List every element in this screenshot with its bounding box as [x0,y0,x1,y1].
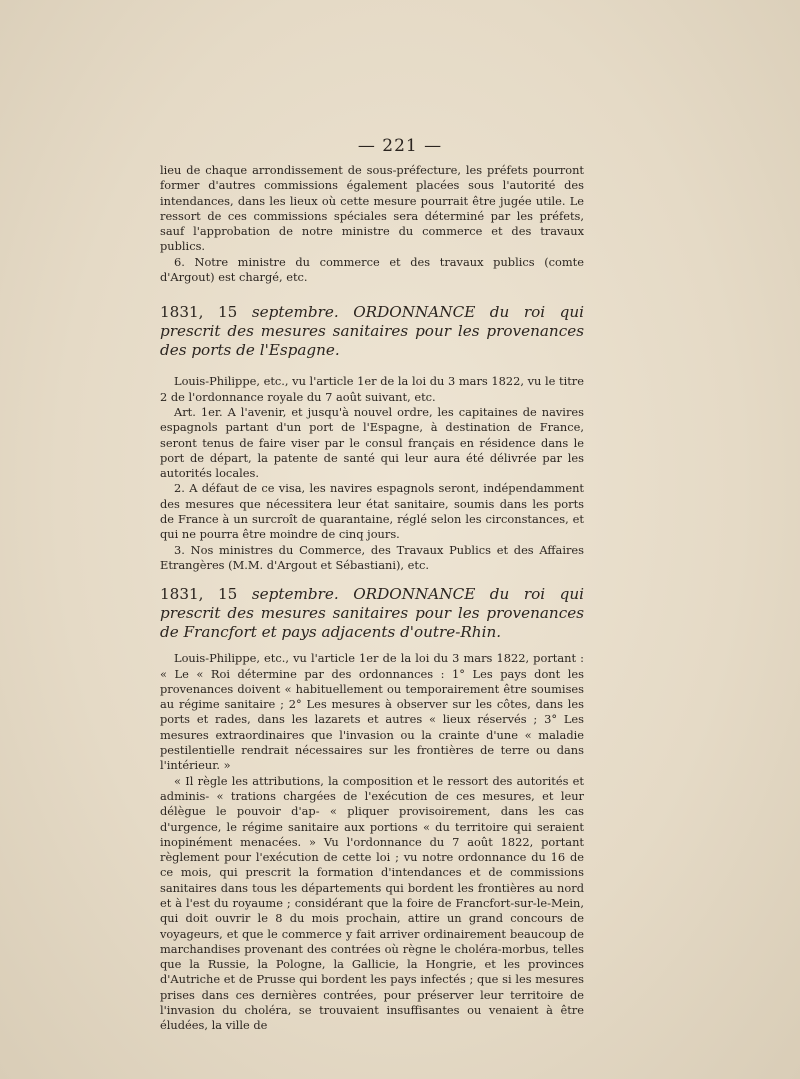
preamble-paragraph: Louis-Philippe, etc., vu l'article 1er de la loi du 3 mars 1822, vu le titre 2 de l'ordonnance royale du 7 août suivant, etc. [160,374,584,404]
section-heading-francfort [160,585,584,642]
section-title: septembre. ORDONNANCE du roi qui prescrit des mesures sanitaires pour les provenances de Francfort et pays adjacents d'outre-Rhin. [160,585,584,642]
article-1: Art. 1er. A l'avenir, et jusqu'à nouvel ordre, les capitaines de navires espagnols partant d'un port de l'Espagne, à destination de France, seront tenus de faire viser par le consul français en résidence dans le port de départ, la patente de santé qui leur aura été délivrée par les autorités locales. [160,404,584,481]
text-column [160,163,584,1034]
body-paragraph: « Il règle les attributions, la composition et le ressort des autorités et adminis- « trations chargées de l'exécution de ces mesures, et leur délègue le pouvoir d'ap- « pliquer provisoirement, dans les cas d'urgence, le régime sanitaire aux portions « du territoire qui seraient inopinément menacées. » Vu l'ordonnance du 7 août 1822, portant règlement pour l'exécution de cette loi ; vu notre ordonnance du 16 de ce mois, qui prescrit la formation d'intendances et de commissions sanitaires dans tous les départements qui bordent les frontières au nord et à l'est du royaume ; considérant que la foire de Francfort-sur-le-Mein, qui doit ouvrir le 8 du mois prochain, attire un grand concours de voyageurs, et que le commerce y fait arriver ordinairement beaucoup de marchandises provenant des contrées où règne le choléra-morbus, telles que la Russie, la Pologne, la Gallicie, la Hongrie, et les provinces d'Autriche et de Prusse qui bordent les pays infectés ; que si les mesures prises dans ces dernières contrées, pour préserver leur territoire de l'invasion du choléra, se trouvaient insuffisantes ou venaient à être éludées, la ville de [160,773,584,1033]
section-title: septembre. ORDONNANCE du roi qui prescrit des mesures sanitaires pour les provenances des ports de l'Espagne. [160,303,584,360]
article-6: 6. Notre ministre du commerce et des travaux publics (comte d'Argout) est chargé, etc. [160,254,584,285]
article-2: 2. A défaut de ce visa, les navires espagnols seront, indépendamment des mesures que nécessitera leur état sanitaire, soumis dans les ports de France à un surcroît de quarantaine, réglé selon les circonstances, et qui ne pourra être moindre de cinq jours. [160,481,584,542]
preamble-paragraph: Louis-Philippe, etc., vu l'article 1er de la loi du 3 mars 1822, portant : « Le « Roi détermine par des ordonnances : 1° Les pays dont les provenances doivent « habituellement ou temporairement être soumises au régime sanitaire ; 2° Les mesures à observer sur les côtes, dans les ports et rades, dans les lazarets et autres « lieux réservés ; 3° Les mesures extraordinaires que l'invasion ou la crainte d'une « maladie pestilentielle rendrait nécessaires sur les frontières de terre ou dans l'intérieur. » [160,651,584,773]
section-heading-espagne [160,303,584,360]
section-date: 1831, 15 [160,585,238,604]
continuation-paragraph: lieu de chaque arrondissement de sous-préfecture, les préfets pourront former d'autres commissions également placées sous l'autorité des intendances, dans les lieux où cette mesure pourrait être jugée utile. Le ressort de ces commissions spéciales sera déterminé par les préfets, sauf l'approbation de notre ministre du commerce et des travaux publics. [160,163,584,254]
article-3: 3. Nos ministres du Commerce, des Travaux Publics et des Affaires Etrangères (M.M. d'Argout et Sébastiani), etc. [160,542,584,572]
page-number: — 221 — [357,136,443,156]
section-date: 1831, 15 [160,303,238,322]
